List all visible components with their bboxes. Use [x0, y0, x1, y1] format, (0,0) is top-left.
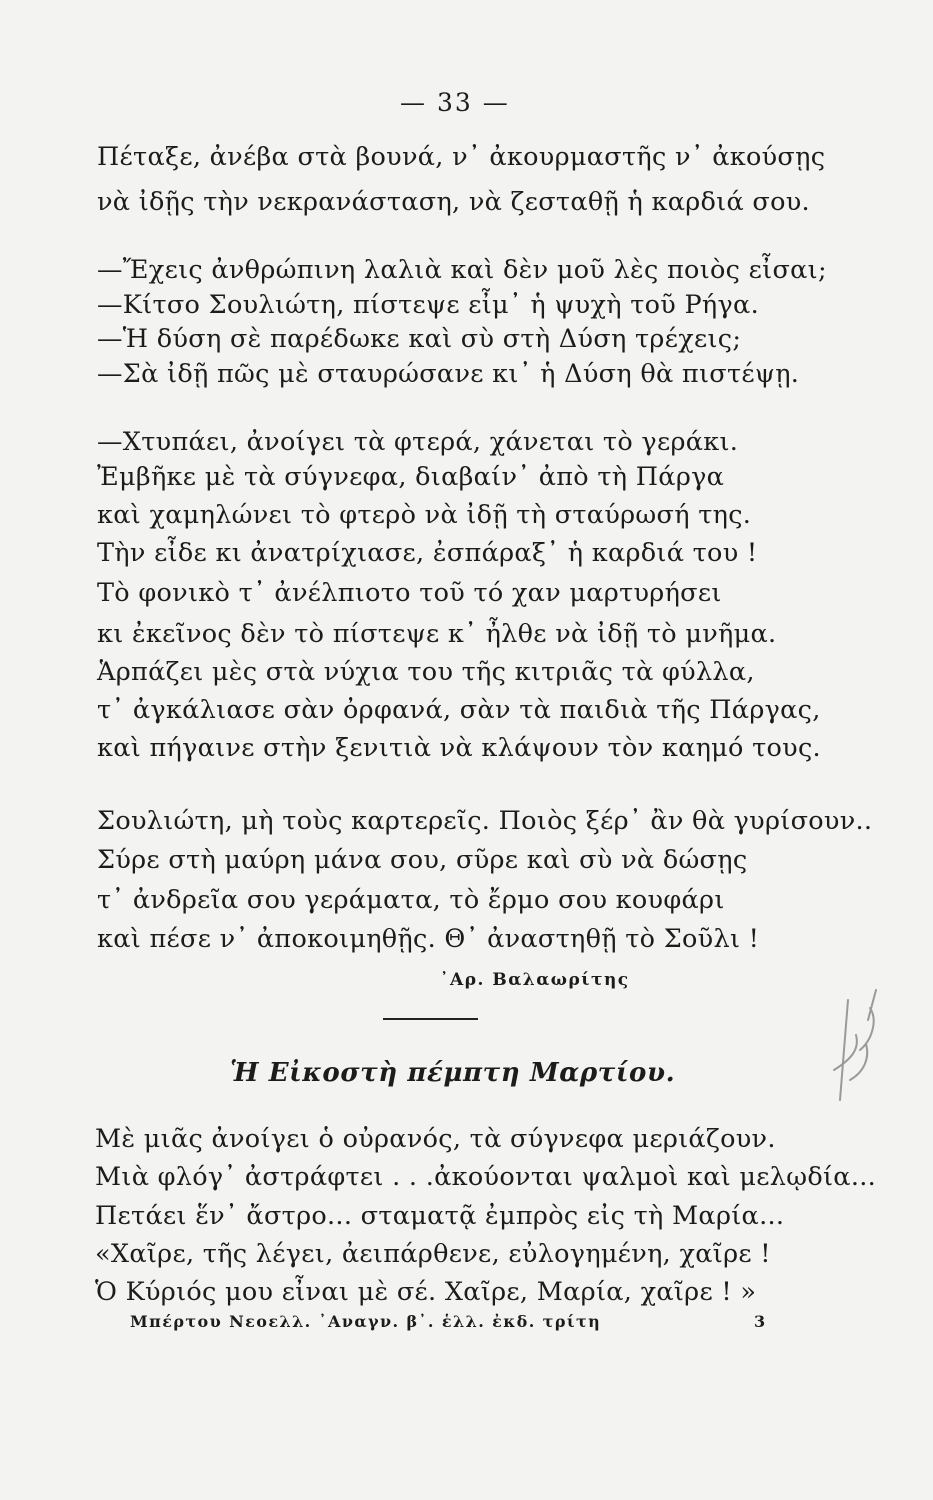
footer-imprint: Μπέρτου Νεοελλ. ᾽Αναγν. β᾽. ἑλλ. ἐκδ. τρίτη	[130, 1312, 602, 1331]
handwritten-margin-mark	[820, 980, 890, 1120]
poem-line: —Χτυπάει, ἀνοίγει τὰ φτερά, χάνεται τὸ γεράκι.	[97, 427, 739, 457]
poem-line: Ἐμβῆκε μὲ τὰ σύγνεφα, διαβαίν᾽ ἀπὸ τὴ Πάργα	[97, 462, 725, 492]
poem-line: Μὲ μιᾶς ἀνοίγει ὁ οὐρανός, τὰ σύγνεφα μεριάζουν.	[95, 1124, 776, 1154]
poem-line: Πέταξε, ἀνέβα στὰ βουνά, ν᾽ ἀκουρμαστῆς ν᾽ ἀκούσῃς	[97, 142, 826, 172]
poem-line: Τὸ φονικὸ τ᾽ ἀνέλπιοτο τοῦ τό χαν μαρτυρήσει	[97, 578, 722, 608]
poem-line: Τὴν εἶδε κι ἀνατρίχιασε, ἐσπάραξ᾽ ἡ καρδιά του !	[97, 538, 758, 568]
poem-line: Σύρε στὴ μαύρη μάνα σου, σῦρε καὶ σὺ νὰ δώσῃς	[97, 845, 748, 875]
poem-line: νὰ ἰδῇς τὴν νεκρανάσταση, νὰ ζεσταθῇ ἡ καρδιά σου.	[97, 187, 810, 217]
poem-line: καὶ πήγαινε στὴν ξενιτιὰ νὰ κλάψουν τὸν καημό τους.	[97, 733, 821, 763]
poem-line: τ᾽ ἀγκάλιασε σὰν ὀρφανά, σὰν τὰ παιδιὰ τῆς Πάργας,	[97, 695, 821, 725]
poem-author: ᾽Αρ. Βαλαωρίτης	[440, 970, 630, 990]
poem-line: —Ἡ δύση σὲ παρέδωκε καὶ σὺ στὴ Δύση τρέχεις;	[97, 324, 742, 354]
poem-line: «Χαῖρε, τῆς λέγει, ἀειπάρθενε, εὐλογημένη, χαῖρε !	[95, 1239, 771, 1269]
poem-line: τ᾽ ἀνδρεῖα σου γεράματα, τὸ ἔρμο σου κουφάρι	[97, 885, 725, 915]
poem-line: κι ἐκεῖνος δὲν τὸ πίστεψε κ᾽ ἦλθε νὰ ἰδῇ τὸ μνῆμα.	[97, 619, 777, 649]
poem-line: Πετάει ἕν᾽ ἄστρο... σταματᾷ ἐμπρὸς εἰς τὴ Μαρία...	[95, 1201, 785, 1231]
poem-line: Σουλιώτη, μὴ τοὺς καρτερεῖς. Ποιὸς ξέρ᾽ ἂν θὰ γυρίσουν..	[97, 806, 873, 836]
poem-line: Ὁ Κύριός μου εἶναι μὲ σέ. Χαῖρε, Μαρία, χαῖρε ! »	[95, 1277, 757, 1307]
poem-line: —Σὰ ἰδῇ πῶς μὲ σταυρώσανε κι᾽ ἡ Δύση θὰ πιστέψῃ.	[97, 359, 800, 389]
poem-line: —Ἔχεις ἀνθρώπινη λαλιὰ καὶ δὲν μοῦ λὲς ποιὸς εἶσαι;	[97, 255, 827, 285]
signature-number: 3	[754, 1312, 766, 1331]
page-number: — 33 —	[400, 88, 510, 117]
poem-line: καὶ πέσε ν᾽ ἀποκοιμηθῇς. Θ᾽ ἀναστηθῇ τὸ Σοῦλι !	[97, 924, 760, 954]
poem-line: καὶ χαμηλώνει τὸ φτερὸ νὰ ἰδῇ τὴ σταύρωσή της.	[97, 500, 752, 530]
poem-line: —Κίτσο Σουλιώτη, πίστεψε εἶμ᾽ ἡ ψυχὴ τοῦ Ρήγα.	[97, 290, 759, 320]
poem-title: Ἡ Εἰκοστὴ πέμπτη Μαρτίου.	[230, 1058, 676, 1088]
section-divider	[383, 1018, 478, 1020]
poem-line: Ἁρπάζει μὲς στὰ νύχια του τῆς κιτριᾶς τὰ φύλλα,	[97, 657, 755, 687]
poem-line: Μιὰ φλόγ᾽ ἀστράφτει . . .ἀκούονται ψαλμοὶ καὶ μελῳδία...	[95, 1162, 877, 1192]
